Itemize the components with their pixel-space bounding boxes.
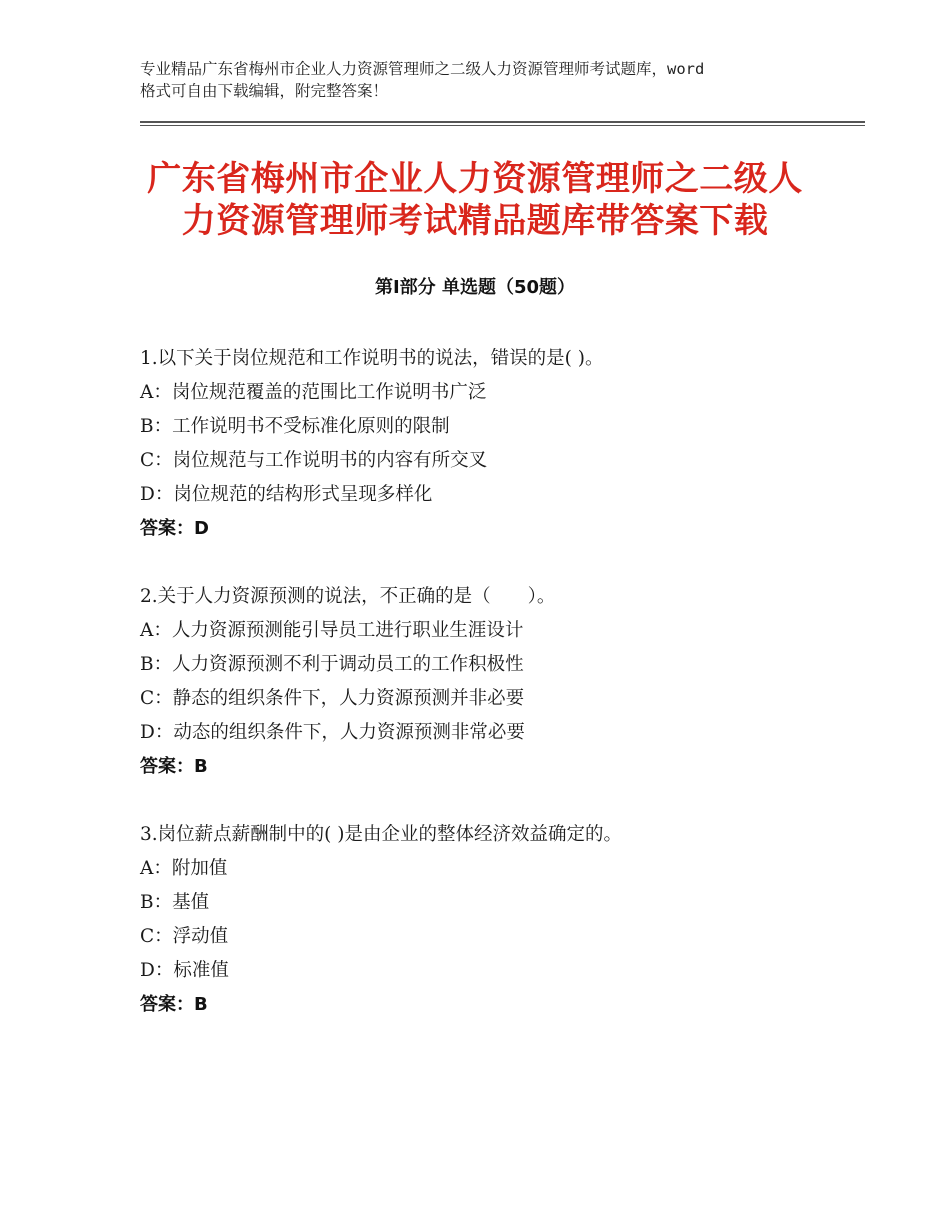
header-divider-thin	[140, 125, 865, 126]
question-answer: 答案：B	[140, 756, 208, 777]
document-title	[100, 158, 850, 242]
header-note-line: 专业精品广东省梅州市企业人力资源管理师之二级人力资源管理师考试题库，word	[140, 60, 705, 78]
question-option: D：岗位规范的结构形式呈现多样化	[140, 484, 433, 505]
question-option: B：工作说明书不受标准化原则的限制	[140, 416, 450, 437]
question-item	[140, 342, 860, 546]
question-option: C：静态的组织条件下，人力资源预测并非必要	[140, 688, 525, 709]
question-stem: 2.关于人力资源预测的说法，不正确的是（ ）。	[140, 586, 556, 607]
question-option: A：岗位规范覆盖的范围比工作说明书广泛	[140, 382, 487, 403]
question-list	[140, 342, 860, 1056]
section-heading: 第Ⅰ部分 单选题（50题）	[374, 277, 575, 298]
question-answer: 答案：B	[140, 994, 208, 1015]
document-title-line: 广东省梅州市企业人力资源管理师之二级人	[147, 159, 803, 199]
header-note	[140, 58, 840, 102]
header-divider-thick	[140, 121, 865, 123]
question-option: C：浮动值	[140, 926, 229, 947]
question-option: D：动态的组织条件下，人力资源预测非常必要	[140, 722, 525, 743]
question-item	[140, 818, 860, 1022]
question-option: A：附加值	[140, 858, 228, 879]
question-option: B：人力资源预测不利于调动员工的工作积极性	[140, 654, 524, 675]
header-note-line: 格式可自由下载编辑，附完整答案！	[140, 82, 389, 100]
question-option: B：基值	[140, 892, 210, 913]
question-option: D：标准值	[140, 960, 229, 981]
question-answer: 答案：D	[140, 518, 209, 539]
question-item	[140, 580, 860, 784]
question-option: C：岗位规范与工作说明书的内容有所交叉	[140, 450, 488, 471]
question-stem: 1.以下关于岗位规范和工作说明书的说法，错误的是( )。	[140, 348, 604, 369]
question-stem: 3.岗位薪点薪酬制中的( )是由企业的整体经济效益确定的。	[140, 824, 622, 845]
question-option: A：人力资源预测能引导员工进行职业生涯设计	[140, 620, 524, 641]
document-title-line: 力资源管理师考试精品题库带答案下载	[181, 201, 769, 241]
